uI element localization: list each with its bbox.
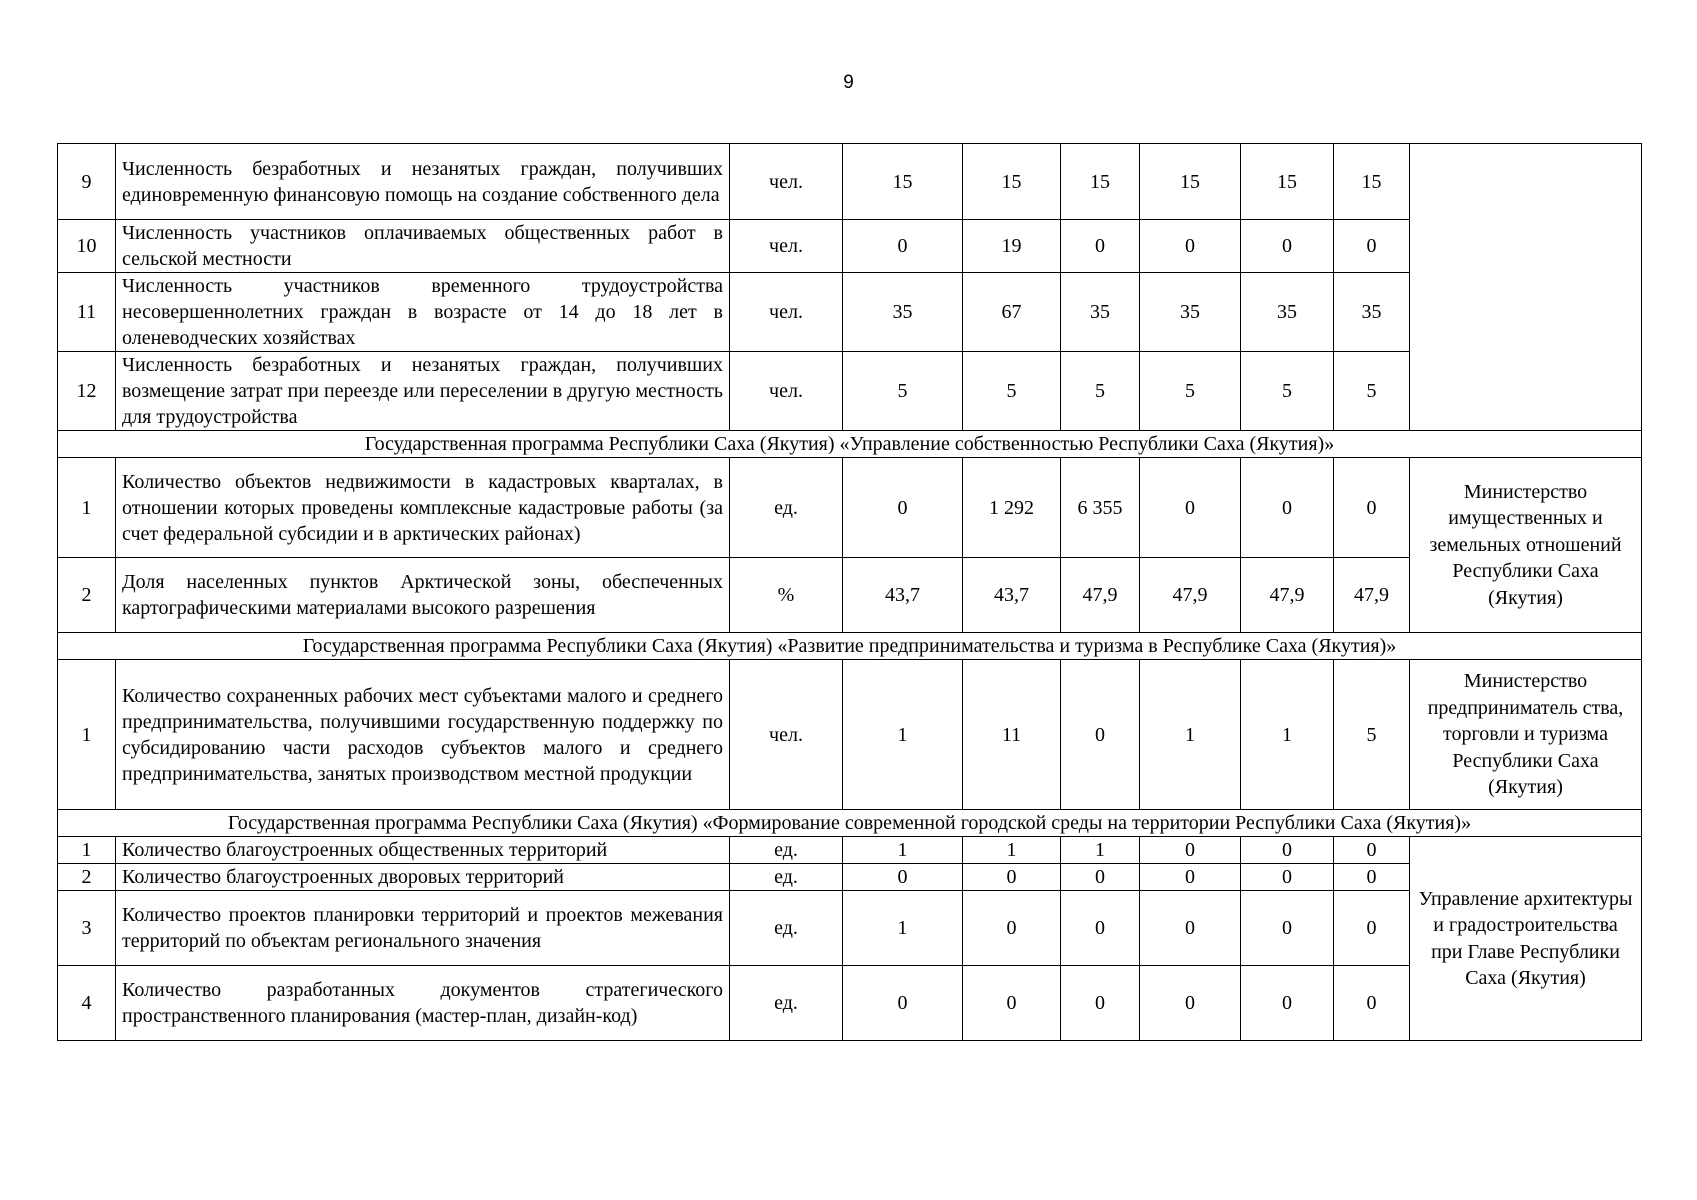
unit-cell: ед. <box>730 966 843 1041</box>
value-cell: 11 <box>963 660 1061 810</box>
value-cell: 0 <box>1334 966 1410 1041</box>
value-cell: 1 <box>843 837 963 864</box>
value-cell: 0 <box>1061 864 1140 891</box>
value-cell: 0 <box>963 966 1061 1041</box>
table-row <box>58 273 1642 352</box>
table-row <box>58 660 1642 810</box>
unit-cell: ед. <box>730 837 843 864</box>
indicator-description: Доля населенных пунктов Арктической зоны, обеспеченных картографическими материалами высокого разрешения <box>116 558 730 633</box>
value-cell: 47,9 <box>1334 558 1410 633</box>
unit-cell: чел. <box>730 273 843 352</box>
row-number: 11 <box>58 273 116 352</box>
value-cell: 15 <box>1334 144 1410 220</box>
value-cell: 15 <box>1140 144 1241 220</box>
value-cell: 0 <box>1061 220 1140 273</box>
value-cell: 6 355 <box>1061 458 1140 558</box>
value-cell: 0 <box>843 966 963 1041</box>
value-cell: 0 <box>1334 891 1410 966</box>
value-cell: 5 <box>1140 352 1241 431</box>
row-number: 2 <box>58 864 116 891</box>
value-cell: 0 <box>1140 966 1241 1041</box>
row-number: 3 <box>58 891 116 966</box>
row-number: 10 <box>58 220 116 273</box>
table-row <box>58 558 1642 633</box>
indicator-description: Количество проектов планировки территорий и проектов межевания территорий по объектам регионального значения <box>116 891 730 966</box>
value-cell: 0 <box>843 458 963 558</box>
value-cell: 43,7 <box>843 558 963 633</box>
program-header-row <box>58 431 1642 458</box>
value-cell: 0 <box>963 864 1061 891</box>
value-cell: 35 <box>1061 273 1140 352</box>
row-number: 1 <box>58 458 116 558</box>
value-cell: 0 <box>1061 660 1140 810</box>
program-title: Государственная программа Республики Саха (Якутия) «Развитие предпринимательства и туризма в Республике Саха (Якутия)» <box>58 633 1642 660</box>
value-cell: 35 <box>1140 273 1241 352</box>
program-header-row <box>58 810 1642 837</box>
value-cell: 47,9 <box>1241 558 1334 633</box>
value-cell: 0 <box>1241 891 1334 966</box>
indicator-description: Численность безработных и незанятых граждан, получивших возмещение затрат при переезде или переселении в другую местность для трудоустройства <box>116 352 730 431</box>
value-cell: 0 <box>1241 966 1334 1041</box>
row-number: 4 <box>58 966 116 1041</box>
value-cell: 67 <box>963 273 1061 352</box>
value-cell: 35 <box>1241 273 1334 352</box>
value-cell: 0 <box>1334 837 1410 864</box>
unit-cell: чел. <box>730 352 843 431</box>
value-cell: 0 <box>1140 220 1241 273</box>
page-number: 9 <box>843 72 854 93</box>
value-cell: 1 <box>1140 660 1241 810</box>
table-row <box>58 352 1642 431</box>
indicators-table-body <box>58 144 1642 1041</box>
value-cell: 0 <box>1061 891 1140 966</box>
value-cell: 47,9 <box>1140 558 1241 633</box>
row-number: 9 <box>58 144 116 220</box>
value-cell: 1 <box>843 891 963 966</box>
value-cell: 47,9 <box>1061 558 1140 633</box>
table-row <box>58 864 1642 891</box>
table-row <box>58 144 1642 220</box>
table-row <box>58 837 1642 864</box>
table-row <box>58 966 1642 1041</box>
value-cell: 0 <box>1140 837 1241 864</box>
value-cell: 1 <box>1241 660 1334 810</box>
unit-cell: ед. <box>730 891 843 966</box>
value-cell: 0 <box>843 220 963 273</box>
value-cell: 5 <box>1061 352 1140 431</box>
value-cell: 15 <box>963 144 1061 220</box>
value-cell: 0 <box>1061 966 1140 1041</box>
table-row <box>58 891 1642 966</box>
value-cell: 15 <box>1241 144 1334 220</box>
value-cell: 0 <box>1241 458 1334 558</box>
value-cell: 0 <box>1241 837 1334 864</box>
value-cell: 1 <box>1061 837 1140 864</box>
row-number: 12 <box>58 352 116 431</box>
value-cell: 0 <box>963 891 1061 966</box>
row-number: 1 <box>58 660 116 810</box>
value-cell: 5 <box>1241 352 1334 431</box>
unit-cell: чел. <box>730 220 843 273</box>
indicator-description: Количество благоустроенных дворовых территорий <box>116 864 730 891</box>
value-cell: 15 <box>1061 144 1140 220</box>
value-cell: 0 <box>1334 458 1410 558</box>
value-cell: 5 <box>1334 660 1410 810</box>
value-cell: 0 <box>1334 220 1410 273</box>
indicator-description: Количество благоустроенных общественных территорий <box>116 837 730 864</box>
indicator-description: Численность безработных и незанятых граждан, получивших единовременную финансовую помощь на создание собственного дела <box>116 144 730 220</box>
value-cell: 1 <box>963 837 1061 864</box>
unit-cell: ед. <box>730 864 843 891</box>
value-cell: 5 <box>963 352 1061 431</box>
responsible-org-cell: Министерство имущественных и земельных отношений Республики Саха (Якутия) <box>1410 458 1642 633</box>
value-cell: 0 <box>1140 864 1241 891</box>
value-cell: 5 <box>843 352 963 431</box>
row-number: 2 <box>58 558 116 633</box>
responsible-org-cell: Управление архитектуры и градостроительства при Главе Республики Саха (Якутия) <box>1410 837 1642 1041</box>
responsible-org-cell: Министерство предприниматель ства, торговли и туризма Республики Саха (Якутия) <box>1410 660 1642 810</box>
value-cell: 43,7 <box>963 558 1061 633</box>
value-cell: 0 <box>1140 458 1241 558</box>
indicator-description: Количество разработанных документов стратегического пространственного планирования (мастер-план, дизайн-код) <box>116 966 730 1041</box>
value-cell: 5 <box>1334 352 1410 431</box>
value-cell: 19 <box>963 220 1061 273</box>
indicator-description: Численность участников оплачиваемых общественных работ в сельской местности <box>116 220 730 273</box>
value-cell: 0 <box>843 864 963 891</box>
value-cell: 0 <box>1241 864 1334 891</box>
program-title: Государственная программа Республики Саха (Якутия) «Формирование современной городской среды на территории Республики Саха (Якутия)» <box>58 810 1642 837</box>
indicator-description: Численность участников временного трудоустройства несовершеннолетних граждан в возрасте от 14 до 18 лет в оленеводческих хозяйствах <box>116 273 730 352</box>
value-cell: 0 <box>1241 220 1334 273</box>
indicator-description: Количество объектов недвижимости в кадастровых кварталах, в отношении которых проведены комплексные кадастровые работы (за счет федеральной субсидии и в арктических районах) <box>116 458 730 558</box>
indicator-description: Количество сохраненных рабочих мест субъектами малого и среднего предпринимательства, получившими государственную поддержку по субсидированию части расходов субъектов малого и среднего предпринимательства, занятых производством местной продукции <box>116 660 730 810</box>
value-cell: 0 <box>1140 891 1241 966</box>
value-cell: 35 <box>1334 273 1410 352</box>
value-cell: 1 <box>843 660 963 810</box>
value-cell: 15 <box>843 144 963 220</box>
program-header-row <box>58 633 1642 660</box>
unit-cell: ед. <box>730 458 843 558</box>
table-row <box>58 220 1642 273</box>
table-row <box>58 458 1642 558</box>
unit-cell: % <box>730 558 843 633</box>
responsible-org-cell <box>1410 144 1642 431</box>
program-title: Государственная программа Республики Саха (Якутия) «Управление собственностью Республики Саха (Якутия)» <box>58 431 1642 458</box>
row-number: 1 <box>58 837 116 864</box>
value-cell: 0 <box>1334 864 1410 891</box>
value-cell: 35 <box>843 273 963 352</box>
value-cell: 1 292 <box>963 458 1061 558</box>
indicators-table <box>57 143 1642 1041</box>
unit-cell: чел. <box>730 144 843 220</box>
unit-cell: чел. <box>730 660 843 810</box>
